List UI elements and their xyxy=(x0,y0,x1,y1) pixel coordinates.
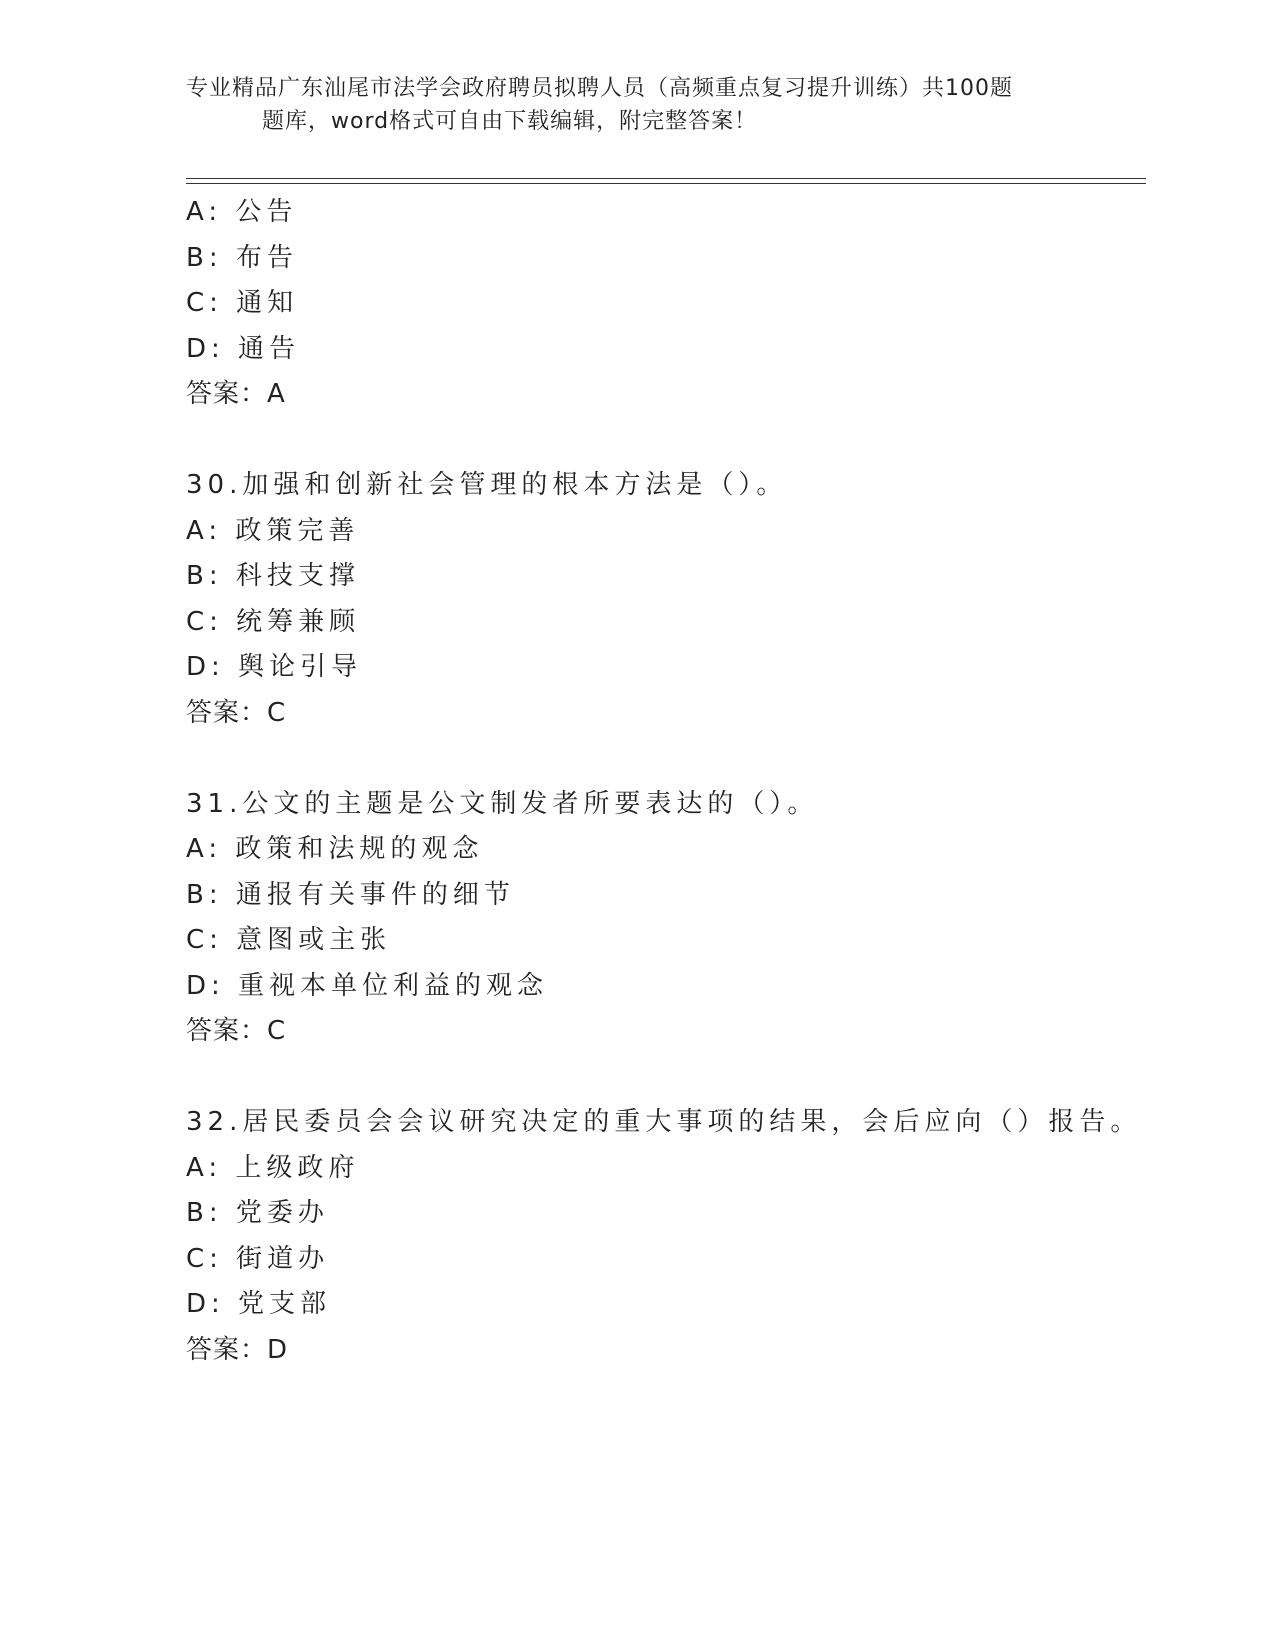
option-a: A: 上级政府 xyxy=(186,1152,360,1183)
option-c: C: 通知 xyxy=(186,288,299,318)
answer-line: 答案：C xyxy=(186,697,287,728)
header-title-line-1: 专业精品广东汕尾市法学会政府聘员拟聘人员（高频重点复习提升训练）共100题 xyxy=(186,76,1013,101)
spacer xyxy=(186,736,1146,782)
option-b: B: 通报有关事件的细节 xyxy=(186,879,515,910)
option-b: B: 布告 xyxy=(186,242,298,273)
question-text: 30.加强和创新社会管理的根本方法是（）。 xyxy=(186,470,788,500)
header-divider-bottom xyxy=(186,183,1146,184)
spacer xyxy=(186,1055,1146,1101)
answer-line: 答案：C xyxy=(186,1016,287,1046)
option-d: D: 通告 xyxy=(186,333,301,364)
question-29-continued xyxy=(186,190,1146,418)
question-list xyxy=(186,190,1146,1373)
question-31 xyxy=(186,782,1146,1055)
document-header xyxy=(186,72,1086,138)
header-title-line-2: 题库，word格式可自由下载编辑，附完整答案！ xyxy=(262,109,758,134)
option-d: D: 党支部 xyxy=(186,1289,332,1319)
option-c: C: 意图或主张 xyxy=(186,925,392,955)
question-text: 32.居民委员会会议研究决定的重大事项的结果，会后应向（）报告。 xyxy=(186,1107,1142,1137)
option-b: B: 科技支撑 xyxy=(186,561,360,591)
question-30 xyxy=(186,463,1146,736)
option-c: C: 街道办 xyxy=(186,1243,330,1274)
question-text: 31.公文的主题是公文制发者所要表达的（）。 xyxy=(186,788,819,819)
option-c: C: 统筹兼顾 xyxy=(186,606,361,637)
spacer xyxy=(186,418,1146,464)
answer-line: 答案：D xyxy=(186,1334,289,1365)
answer-line: 答案：A xyxy=(186,379,286,409)
option-a: A: 政策和法规的观念 xyxy=(186,834,484,864)
question-32 xyxy=(186,1100,1146,1373)
header-divider-top xyxy=(186,178,1146,179)
option-d: D: 重视本单位利益的观念 xyxy=(186,970,549,1001)
option-d: D: 舆论引导 xyxy=(186,652,363,682)
option-a: A: 政策完善 xyxy=(186,515,360,546)
option-a: A: 公告 xyxy=(186,197,298,227)
option-b: B: 党委办 xyxy=(186,1198,329,1228)
